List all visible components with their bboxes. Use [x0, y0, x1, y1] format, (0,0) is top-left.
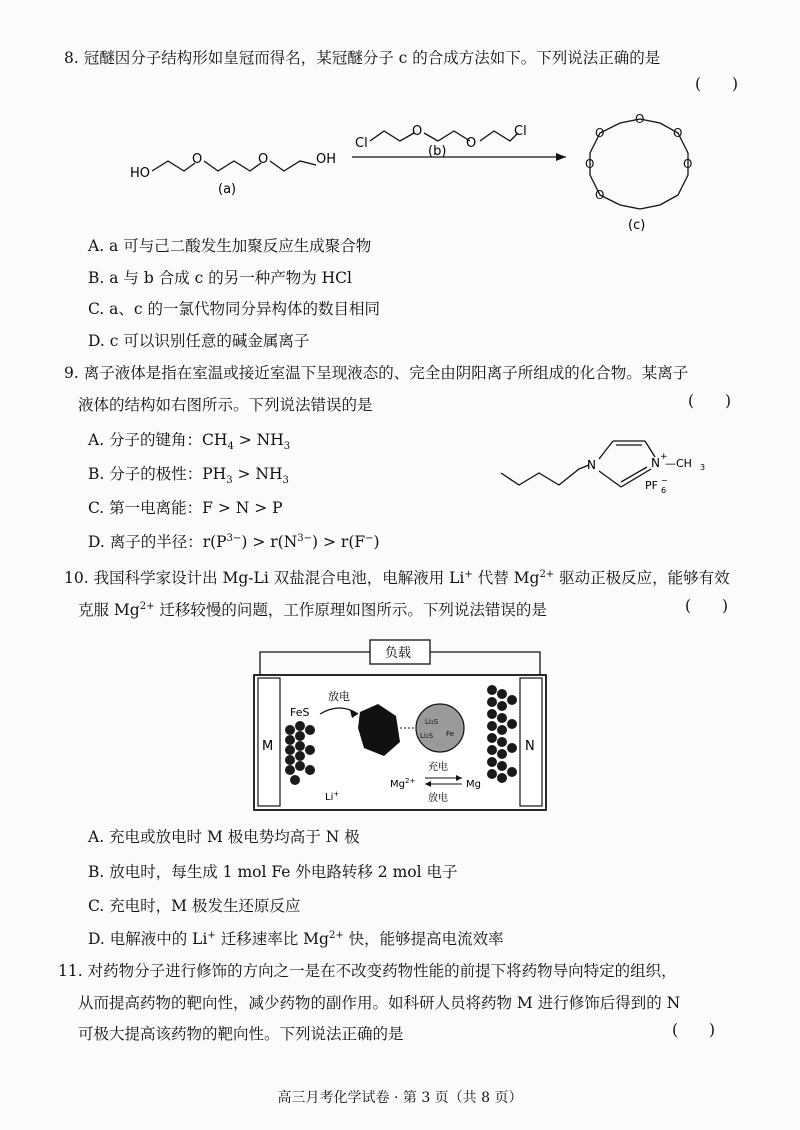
q10-option-b: B. 放电时，每生成 1 mol Fe 外电路转移 2 mol 电子 — [88, 863, 458, 881]
q8-option-a: A. a 可与己二酸发生加聚反应生成聚合物 — [88, 237, 372, 255]
electrode-M-label: M — [262, 739, 274, 754]
q10-option-c: C. 充电时，M 极发生还原反应 — [88, 897, 301, 915]
discharge-top-label: 放电 — [328, 690, 350, 703]
c-O1: O — [595, 126, 605, 140]
q9-option-b: B. 分子的极性：$PH_3 > NH_3$ — [88, 465, 289, 487]
q9-stem-line2: 液体的结构如右图所示。下列说法错误的是 — [78, 396, 373, 414]
mg-metal-label: Mg — [466, 779, 481, 790]
q11-line3: 可极大提高该药物的靶向性。下列说法正确的是 — [78, 1025, 404, 1043]
b-Cl-left: Cl — [355, 136, 368, 151]
fe-label: Fe — [446, 730, 454, 738]
discharge-bottom-label: 放电 — [428, 793, 448, 804]
charge-label: 充电 — [428, 762, 448, 773]
q9-pf6: PF — [645, 479, 658, 492]
q8-answer-paren: ( ) — [695, 75, 739, 93]
b-Cl-right: Cl — [514, 124, 527, 139]
label-a: (a) — [218, 182, 237, 197]
q10-option-a: A. 充电或放电时 M 极电势均高于 N 极 — [88, 828, 360, 846]
q9-ionic-liquid-structure — [495, 425, 725, 505]
q9-N2: N — [651, 456, 660, 470]
q11-answer-paren: ( ) — [672, 1021, 716, 1039]
c-O3: O — [673, 126, 683, 140]
q9-pf6-sub: 6 — [661, 486, 667, 495]
a-O1: O — [192, 152, 203, 167]
mg-ion-label: $Mg^{2+}$ — [390, 777, 416, 790]
q9-ch3: —CH — [665, 457, 692, 470]
q10-battery-diagram — [240, 630, 560, 815]
q10-option-d: D. 电解液中的 Li+ 迁移速率比 $Mg^{2+}$ 快，能够提高电流效率 — [88, 929, 504, 948]
b-O2: O — [466, 136, 477, 151]
page-footer: 高三月考化学试卷 · 第 3 页（共 8 页） — [277, 1090, 523, 1106]
a-HO: HO — [130, 166, 151, 181]
q9-answer-paren: ( ) — [688, 392, 732, 410]
q9-option-a: A. 分子的键角：$CH_4 > NH_3$ — [88, 431, 291, 453]
li2s-label-1: Li₂S — [425, 718, 439, 726]
electrode-N-label: N — [525, 739, 535, 754]
q8-option-c: C. a、c 的一氯代物同分异构体的数目相同 — [88, 300, 381, 318]
q8-option-b: B. a 与 b 合成 c 的另一种产物为 HCl — [88, 269, 352, 287]
b-O1: O — [412, 124, 423, 139]
li2s-label-2: Li₂S — [420, 732, 434, 740]
label-c: (c) — [628, 218, 646, 233]
label-b: (b) — [428, 144, 447, 159]
load-label: 负载 — [385, 646, 412, 661]
li-ion-label: Li+ — [325, 790, 340, 803]
q8-option-d: D. c 可以识别任意的碱金属离子 — [88, 332, 310, 350]
q9-N1: N — [587, 458, 596, 472]
q10-stem-line2: 克服 $Mg^{2+}$ 迁移较慢的问题，工作原理如图所示。下列说法错误的是 — [78, 600, 547, 619]
c-O6: O — [595, 188, 605, 202]
a-OH: OH — [316, 152, 337, 167]
c-O5: O — [683, 157, 693, 171]
c-O2: O — [635, 112, 645, 126]
q9-option-c: C. 第一电离能：F > N > P — [88, 499, 283, 517]
q11-line2: 从而提高药物的靶向性，减少药物的副作用。如科研人员将药物 M 进行修饰后得到的 N — [78, 994, 681, 1012]
q9-ch3-sub: 3 — [700, 463, 706, 472]
q10-answer-paren: ( ) — [685, 597, 729, 615]
q9-stem-line1: 9. 离子液体是指在室温或接近室温下呈现液态的、完全由阴阳离子所组成的化合物。某离子 — [64, 364, 689, 382]
c-O4: O — [585, 157, 595, 171]
q9-plus-charge: + — [660, 452, 668, 462]
q9-pf6-sup: − — [661, 476, 668, 485]
q10-stem-line1: 10. 我国科学家设计出 Mg-Li 双盐混合电池，电解液用 Li+ 代替 $Mg^{2+}$ 驱动正极反应，能够有效 — [64, 568, 730, 587]
FeS-label: FeS — [290, 706, 310, 719]
q11-line1: 11. 对药物分子进行修饰的方向之一是在不改变药物性能的前提下将药物导向特定的组织， — [58, 962, 677, 980]
q9-option-d: D. 离子的半径：$r(P^{3-}) > r(N^{3-}) > r(F^-)$ — [88, 532, 380, 551]
q8-synthesis-diagram — [120, 105, 700, 235]
q8-stem: 8. 冠醚因分子结构形如皇冠而得名，某冠醚分子 c 的合成方法如下。下列说法正确的是 — [64, 49, 661, 67]
a-O2: O — [258, 152, 269, 167]
